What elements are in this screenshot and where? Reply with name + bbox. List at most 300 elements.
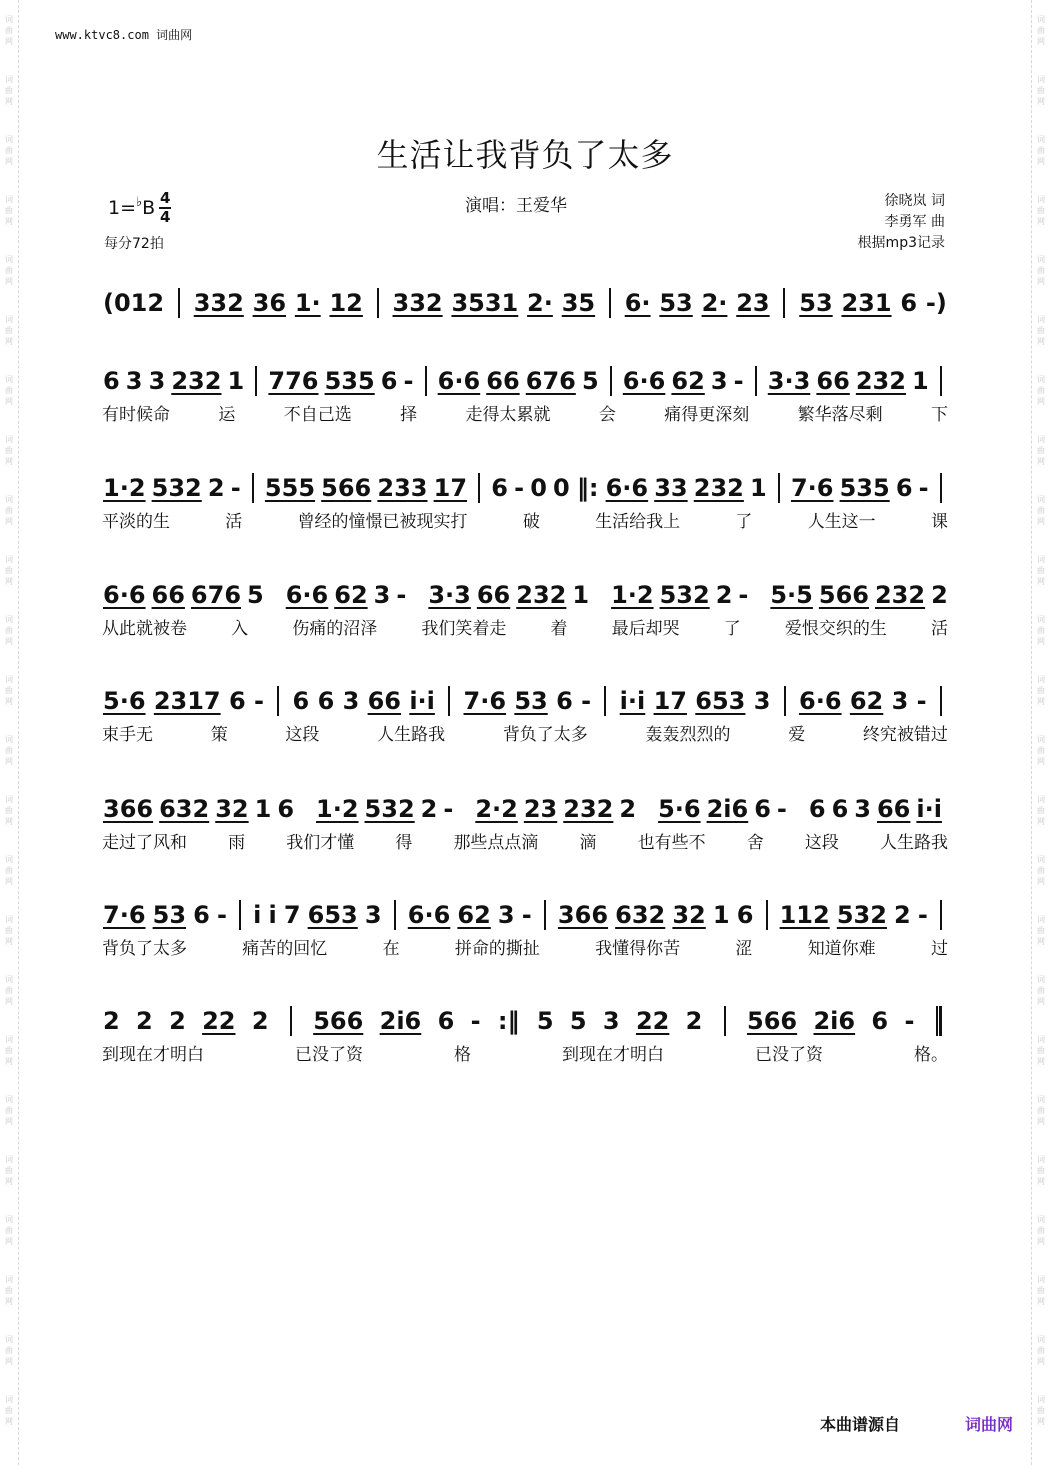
watermark-char: 网 [1037, 996, 1045, 1006]
watermark-group [1032, 60, 1050, 120]
note-group: 6 [491, 474, 508, 502]
watermark-char: 网 [5, 1356, 13, 1366]
watermark-char: 曲 [5, 1105, 13, 1115]
watermark-char: 词 [5, 854, 13, 864]
repeat-sign: ‖: [576, 474, 599, 502]
left-watermark-strip [0, 0, 19, 1465]
watermark-char: 曲 [5, 805, 13, 815]
lyric-syllables: 爱恨交织的生 [784, 619, 887, 639]
watermark-char: 词 [5, 254, 13, 264]
note-group: 33 [654, 474, 688, 502]
barline [290, 1006, 292, 1036]
watermark-char: 词 [1037, 1034, 1045, 1044]
watermark-char: 网 [5, 216, 13, 226]
note-group: 2 [251, 1007, 269, 1035]
site-logo[interactable]: 词曲网 [965, 1415, 1014, 1434]
note-group: 566 [313, 1007, 364, 1035]
key-signature [108, 190, 171, 226]
watermark-group [0, 720, 18, 780]
watermark-group [1032, 1320, 1050, 1380]
watermark-char: 网 [1037, 1356, 1045, 1366]
note-group: 0 [553, 474, 570, 502]
notes-line [100, 270, 950, 318]
watermark-char: 网 [5, 36, 13, 46]
note-group: - [470, 1007, 481, 1035]
note-group: 62 [849, 687, 884, 715]
lyric-syllables: 走过了风和 [102, 833, 187, 853]
lyric-syllables: 我懂得你苦 [595, 939, 681, 959]
note-group: 66 [151, 581, 185, 609]
watermark-char: 词 [1037, 794, 1045, 804]
note-group: 5·6 [103, 687, 146, 715]
watermark-char: 曲 [1037, 1105, 1045, 1115]
watermark-char: 曲 [5, 25, 13, 35]
note-group: 232 [855, 367, 906, 395]
note-group: 2 [931, 581, 948, 609]
note-group: 5 [581, 367, 599, 395]
watermark-char: 网 [1037, 96, 1045, 106]
note-group: 5·5 [770, 581, 813, 609]
note-group: 2i6 [379, 1007, 422, 1035]
score-row [100, 882, 950, 960]
watermark-char: 曲 [5, 1345, 13, 1355]
lyric-syllables: 涩 [735, 939, 753, 959]
lyric-syllables: 了 [735, 512, 753, 532]
watermark-char: 曲 [1037, 265, 1045, 275]
watermark-group [0, 780, 18, 840]
watermark-char: 曲 [5, 145, 13, 155]
note-group: 6 [754, 795, 771, 823]
watermark-char: 词 [1037, 1394, 1045, 1404]
watermark-group [1032, 780, 1050, 840]
watermark-char: 曲 [1037, 1165, 1045, 1175]
lyric-syllables: 已没了资 [755, 1045, 823, 1065]
watermark-char: 词 [1037, 134, 1045, 144]
watermark-char: 网 [1037, 276, 1045, 286]
watermark-group [0, 240, 18, 300]
note-group: 7·6 [463, 687, 507, 715]
note-group: 6 [831, 795, 849, 823]
note-group: 3 [364, 901, 382, 929]
watermark-char: 曲 [5, 1165, 13, 1175]
watermark-char: 网 [1037, 756, 1045, 766]
watermark-char: 词 [5, 1274, 13, 1284]
barline [610, 366, 612, 396]
watermark-char: 网 [1037, 456, 1045, 466]
watermark-char: 网 [1037, 36, 1045, 46]
watermark-char: 网 [5, 396, 13, 406]
note-group: 1·2 [316, 795, 359, 823]
watermark-group [1032, 360, 1050, 420]
note-group: 17 [653, 687, 687, 715]
watermark-char: 曲 [1037, 925, 1045, 935]
score-row [100, 562, 950, 640]
note-group: 62 [457, 901, 491, 929]
lyric-syllables: 人生路我 [879, 833, 948, 853]
lyric-syllables: 到现在才明白 [102, 1045, 204, 1065]
watermark-char: 网 [5, 336, 13, 346]
watermark-group [0, 840, 18, 900]
note-group: 23 [523, 795, 558, 823]
watermark-char: 曲 [5, 325, 13, 335]
watermark-char: 曲 [1037, 745, 1045, 755]
watermark-group [1032, 240, 1050, 300]
note-group: 3 [753, 687, 771, 715]
score-row [100, 348, 950, 426]
watermark-char: 词 [1037, 1214, 1045, 1224]
watermark-char: 网 [1037, 1116, 1045, 1126]
note-group: 366 [103, 795, 154, 823]
composer-credit: 李勇军 曲 [884, 214, 945, 230]
note-group: 22 [202, 1007, 236, 1035]
lyric-syllables: 背负了太多 [502, 725, 588, 745]
watermark-char: 网 [5, 1116, 13, 1126]
note-group: 6 [437, 1007, 455, 1035]
watermark-group [0, 1260, 18, 1320]
note-group: 1· [294, 289, 321, 317]
note-group: 2 [207, 474, 225, 502]
lyric-syllables: 入 [231, 619, 249, 639]
watermark-char: 网 [1037, 336, 1045, 346]
barline [778, 473, 780, 503]
note-group: 32 [215, 795, 249, 823]
lyric-syllables: 我们笑着走 [421, 619, 507, 639]
barline [724, 1006, 726, 1036]
note-group: 3 [148, 367, 166, 395]
note-group: 66 [476, 581, 511, 609]
lyric-syllables: 人生这一 [807, 512, 876, 532]
watermark-group [0, 1380, 18, 1440]
watermark-char: 曲 [5, 85, 13, 95]
watermark-char: 词 [5, 614, 13, 624]
note-group: - [733, 367, 744, 395]
watermark-char: 曲 [5, 385, 13, 395]
lyric-syllables: 到现在才明白 [562, 1045, 664, 1065]
watermark-char: 词 [5, 434, 13, 444]
note-group: 6·6 [605, 474, 649, 502]
watermark-char: 网 [1037, 636, 1045, 646]
score-row [100, 776, 950, 854]
lyric-syllables: 束手无 [102, 725, 153, 745]
note-group: 6 [292, 687, 310, 715]
note-group: 53 [514, 687, 548, 715]
watermark-char: 词 [1037, 614, 1045, 624]
barline [609, 288, 611, 318]
score-row [100, 270, 950, 318]
watermark-char: 曲 [5, 565, 13, 575]
watermark-char: 词 [1037, 254, 1045, 264]
notes-line [100, 562, 950, 610]
note-group: 6·6 [799, 687, 842, 715]
lyric-syllables: 滴 [579, 833, 597, 853]
watermark-char: 网 [5, 756, 13, 766]
notes-line [100, 988, 950, 1036]
note-group: 62 [671, 367, 705, 395]
watermark-char: 词 [1037, 494, 1045, 504]
note-group: 566 [321, 474, 372, 502]
note-group: 3·3 [767, 367, 811, 395]
watermark-group [0, 60, 18, 120]
lyric-syllables: 活 [931, 619, 948, 639]
watermark-char: 网 [5, 636, 13, 646]
score-row [100, 455, 950, 533]
note-group: i [253, 901, 262, 929]
note-group: 332 [193, 289, 244, 317]
watermark-group [0, 900, 18, 960]
barline [252, 473, 254, 503]
barline [940, 900, 942, 930]
watermark-char: 曲 [1037, 85, 1045, 95]
lyric-syllables: 在 [382, 939, 400, 959]
watermark-char: 曲 [5, 865, 13, 875]
lyric-syllables: 轰轰烈烈的 [645, 725, 731, 745]
tempo-marking: 每分72拍 [104, 236, 164, 252]
lyric-syllables: 我们才懂 [286, 833, 355, 853]
watermark-char: 词 [1037, 314, 1045, 324]
watermark-char: 曲 [5, 205, 13, 215]
barline [255, 366, 257, 396]
watermark-char: 曲 [1037, 865, 1045, 875]
lyrics-line [100, 832, 950, 854]
note-group: - [738, 581, 749, 609]
barline [940, 366, 942, 396]
note-group: 53 [152, 901, 187, 929]
barline [766, 900, 768, 930]
note-group: 53 [799, 289, 833, 317]
note-group: 2 [894, 901, 911, 929]
barline [178, 288, 180, 318]
note-group: 2 [715, 581, 733, 609]
watermark-char: 曲 [5, 745, 13, 755]
watermark-char: 网 [5, 816, 13, 826]
watermark-char: 网 [1037, 156, 1045, 166]
note-group: 232 [874, 581, 926, 609]
score-row [100, 668, 950, 746]
watermark-char: 词 [1037, 1154, 1045, 1164]
note-group: 233 [377, 474, 428, 502]
note-group: 35 [561, 289, 596, 317]
lyric-syllables: 下 [931, 405, 948, 425]
note-group: 2 [169, 1007, 186, 1035]
watermark-char: 曲 [1037, 25, 1045, 35]
lyric-syllables: 过 [930, 939, 948, 959]
lyric-syllables: 运 [218, 405, 236, 425]
transcription-note: 根据mp3记录 [857, 235, 945, 251]
note-group: 5 [247, 581, 264, 609]
lyric-syllables: 繁华落尽剩 [797, 405, 883, 425]
notes-line [100, 668, 950, 716]
note-group: 1 [227, 367, 245, 395]
note-group: 17 [433, 474, 468, 502]
watermark-char: 网 [5, 576, 13, 586]
watermark-group [1032, 1380, 1050, 1440]
note-group: 232 [563, 795, 614, 823]
note-group: 62 [334, 581, 368, 609]
lyric-syllables: 着 [550, 619, 568, 639]
lyric-syllables: 拼命的撕扯 [454, 939, 540, 959]
note-group: 232 [171, 367, 222, 395]
lyric-syllables: 从此就被卷 [102, 619, 187, 639]
note-group: 3 [373, 581, 391, 609]
barline [544, 900, 546, 930]
note-group: 6 [871, 1007, 889, 1035]
watermark-char: 网 [1037, 936, 1045, 946]
note-group: 6·6 [437, 367, 481, 395]
watermark-char: 网 [5, 456, 13, 466]
watermark-char: 网 [1037, 1176, 1045, 1186]
barline [783, 288, 785, 318]
lyric-syllables: 人生路我 [377, 725, 446, 745]
note-group: 3 [342, 687, 360, 715]
watermark-group [1032, 660, 1050, 720]
lyrics-line [100, 724, 950, 746]
watermark-char: 曲 [1037, 205, 1045, 215]
note-group: 332 [392, 289, 443, 317]
watermark-char: 网 [5, 1416, 13, 1426]
note-group: 2 [619, 795, 637, 823]
lyric-syllables: 有时候命 [102, 405, 170, 425]
note-group: (012 [103, 289, 165, 317]
note-group: - [904, 1007, 915, 1035]
note-group: 566 [747, 1007, 798, 1035]
barline [425, 366, 427, 396]
lyrics-line [100, 404, 950, 426]
watermark-char: 词 [5, 374, 13, 384]
watermark-char: 曲 [5, 625, 13, 635]
note-group: 566 [818, 581, 869, 609]
score-row [100, 988, 950, 1066]
watermark-char: 曲 [1037, 985, 1045, 995]
note-group: i·i [619, 687, 646, 715]
note-group: - [916, 687, 927, 715]
note-group: 6· [624, 289, 651, 317]
watermark-char: 词 [5, 1394, 13, 1404]
watermark-char: 词 [5, 914, 13, 924]
watermark-group [1032, 1140, 1050, 1200]
note-group: 535 [324, 367, 375, 395]
watermark-char: 词 [5, 794, 13, 804]
lyric-syllables: 曾经的憧憬已被现实打 [297, 512, 468, 532]
watermark-char: 词 [5, 734, 13, 744]
watermark-char: 网 [5, 1056, 13, 1066]
watermark-group [0, 960, 18, 1020]
note-group: 53 [659, 289, 693, 317]
note-group: 1 [912, 367, 929, 395]
lyric-syllables: 终究被错过 [862, 725, 948, 745]
note-group: 23 [736, 289, 770, 317]
note-group: 3 [497, 901, 515, 929]
watermark-char: 词 [5, 134, 13, 144]
note-group: 7 [283, 901, 301, 929]
note-group: 532 [659, 581, 710, 609]
watermark-group [0, 480, 18, 540]
watermark-char: 网 [1037, 876, 1045, 886]
lyric-syllables: 痛得更深刻 [664, 405, 750, 425]
lyric-syllables: 也有些不 [637, 833, 706, 853]
time-bottom: 4 [159, 208, 171, 226]
notes-line [100, 882, 950, 930]
watermark-char: 词 [5, 194, 13, 204]
watermark-group [1032, 420, 1050, 480]
note-group: 232 [693, 474, 744, 502]
watermark-char: 曲 [5, 1225, 13, 1235]
watermark-group [1032, 1020, 1050, 1080]
note-group: i·i [409, 687, 435, 715]
note-group: 0 [530, 474, 547, 502]
lyric-syllables: 策 [210, 725, 228, 745]
lyric-syllables: 那些点点滴 [453, 833, 539, 853]
watermark-char: 曲 [5, 505, 13, 515]
watermark-char: 词 [5, 314, 13, 324]
watermark-group [1032, 840, 1050, 900]
lyric-syllables: 背负了太多 [102, 939, 187, 959]
note-group: 3 [602, 1007, 620, 1035]
watermark-char: 曲 [5, 985, 13, 995]
note-group: 3 [854, 795, 871, 823]
watermark-char: 曲 [1037, 325, 1045, 335]
note-group: - [396, 581, 407, 609]
watermark-char: 网 [5, 876, 13, 886]
note-group: 7·6 [103, 901, 146, 929]
lyric-syllables: 最后却哭 [611, 619, 680, 639]
watermark-char: 词 [1037, 374, 1045, 384]
watermark-group [1032, 540, 1050, 600]
watermark-char: 词 [5, 74, 13, 84]
lyricist-credit: 徐晓岚 词 [884, 193, 945, 209]
watermark-char: 词 [5, 974, 13, 984]
note-group: 6·6 [622, 367, 666, 395]
watermark-char: 网 [1037, 816, 1045, 826]
lyrics-line [100, 511, 950, 533]
note-group: 3 [125, 367, 143, 395]
watermark-char: 网 [1037, 516, 1045, 526]
watermark-group [0, 180, 18, 240]
note-group: 6·6 [407, 901, 451, 929]
watermark-char: 词 [5, 1214, 13, 1224]
watermark-char: 词 [5, 674, 13, 684]
note-group: - [253, 687, 264, 715]
note-group: 6 [895, 474, 913, 502]
watermark-char: 曲 [5, 685, 13, 695]
notes-line [100, 348, 950, 396]
watermark-char: 曲 [5, 1405, 13, 1415]
site-url[interactable]: www.ktvc8.com 词曲网 [55, 28, 193, 42]
note-group: 676 [525, 367, 576, 395]
watermark-char: 曲 [1037, 805, 1045, 815]
lyric-syllables: 这段 [285, 725, 320, 745]
barline [755, 366, 757, 396]
watermark-char: 词 [5, 1154, 13, 1164]
note-group: 1 [750, 474, 767, 502]
watermark-group [1032, 960, 1050, 1020]
note-group: - [581, 687, 592, 715]
barline [940, 473, 942, 503]
watermark-char: 网 [1037, 1416, 1045, 1426]
note-group: 535 [839, 474, 890, 502]
key-prefix: 1= [108, 197, 137, 219]
lyrics-line [100, 938, 950, 960]
note-group: 2·2 [475, 795, 518, 823]
note-group: 1·2 [611, 581, 654, 609]
note-group: 532 [364, 795, 415, 823]
note-group: - [514, 474, 525, 502]
watermark-char: 词 [1037, 194, 1045, 204]
notes-line [100, 455, 950, 503]
watermark-group [0, 1320, 18, 1380]
watermark-char: 词 [5, 1034, 13, 1044]
note-group: 1 [572, 581, 590, 609]
watermark-char: 词 [5, 1094, 13, 1104]
